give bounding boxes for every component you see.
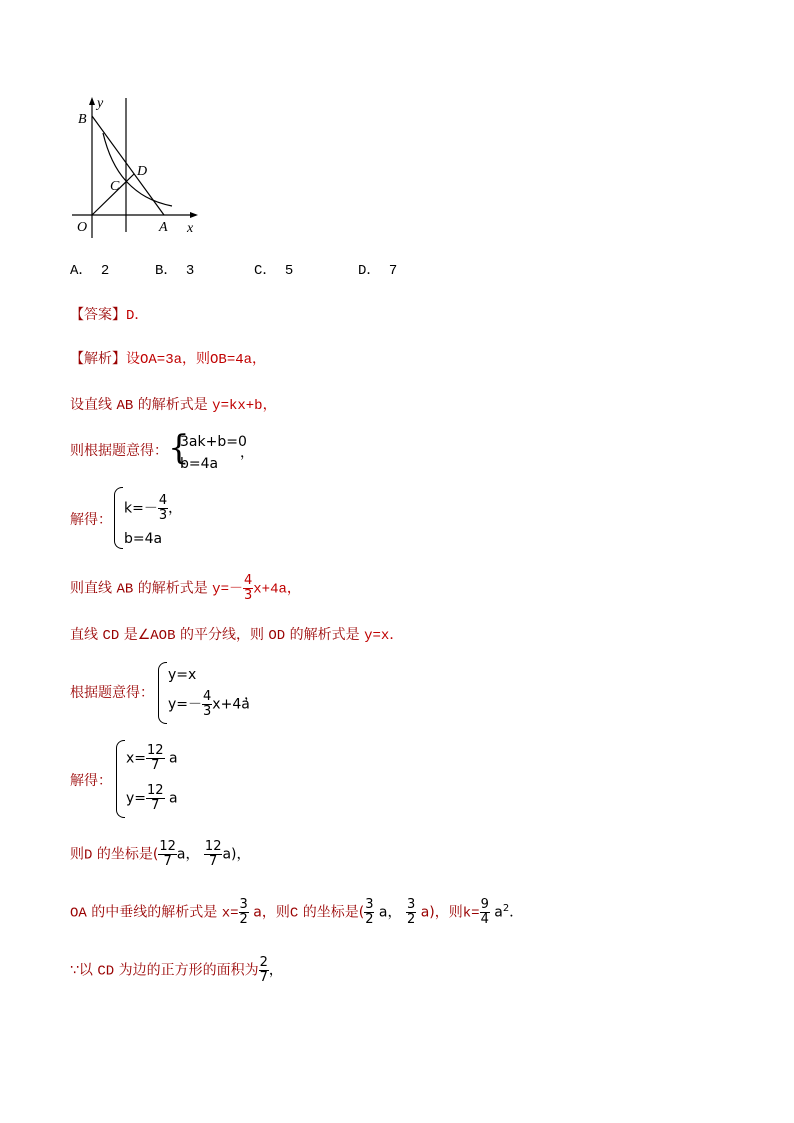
y-axis-arrow [89,97,95,105]
label-o: O [77,220,88,235]
geometry-figure [60,92,210,242]
system-3-eq2: y=－ $\frac{4}{3}$ x+4a [168,689,250,719]
x-axis-arrow [190,212,198,218]
analysis-line-4-label: 解得： [70,512,112,528]
label-c: C [110,179,120,194]
option-c: C． 5 [254,263,294,279]
analysis-line-9: 则D 的坐标是( $\frac{12}{7}$ a， $\frac{12}{7}$ a)， [70,839,251,869]
label-y: y [97,96,104,111]
system-3-eq1: y=x [168,667,197,683]
option-a: A． 2 [70,263,110,279]
option-d: D． 7 [358,263,398,279]
analysis-line-11: ∵以 CD 为边的正方形的面积为 $\frac{2}{7}$ ， [70,955,283,985]
system-2-eq2: b=4a [124,531,163,547]
analysis-line-7-label: 根据题意得： [70,685,154,701]
system-1-end: ， [240,445,254,461]
system-1-eq2: b=4a [180,456,219,472]
answer-label: 【答案】 [70,307,126,323]
system-1-eq1: 3ak+b=0 [180,434,247,450]
analysis-line-8-label: 解得： [70,773,112,789]
analysis-line-5: 则直线 AB 的解析式是 y=－ $\frac{4}{3}$ x+4a， [70,573,301,603]
brace-system-3 [158,662,167,724]
brace-system-1: { [168,428,190,468]
brace-system-2 [114,487,123,549]
option-b: B． 3 [155,263,195,279]
analysis-line-3-label: 则根据题意得： [70,443,168,459]
analysis-line-2: 设直线 AB 的解析式是 y=kx+b， [70,397,277,414]
analysis-line-6: 直线 CD 是∠AOB 的平分线，则 OD 的解析式是 y=x． [70,627,404,644]
system-4-eq1: x= $\frac{12}{7}$ a [126,743,178,773]
label-b: B [78,112,87,127]
brace-system-4 [116,740,125,818]
system-3-end: ， [244,687,258,703]
label-a: A [159,220,168,235]
answer-value: D． [126,308,149,324]
label-x: x [187,221,194,236]
answer-line [70,306,148,325]
system-4-eq2: y= $\frac{12}{7}$ a [126,783,178,813]
label-d: D [137,164,148,179]
system-2-eq1: k=－ $\frac{4}{3}$ ， [124,493,183,523]
analysis-line-10: OA 的中垂线的解析式是 x= $\frac{3}{2}$ a，则C 的坐标是( $\frac{3}{2}$ a， $\frac{3}{2}$ a)，则k= $\frac{9}{4}$ $a^2$． [70,897,524,927]
analysis-line-1: 【解析】设OA=3a，则OB=4a， [70,351,267,368]
